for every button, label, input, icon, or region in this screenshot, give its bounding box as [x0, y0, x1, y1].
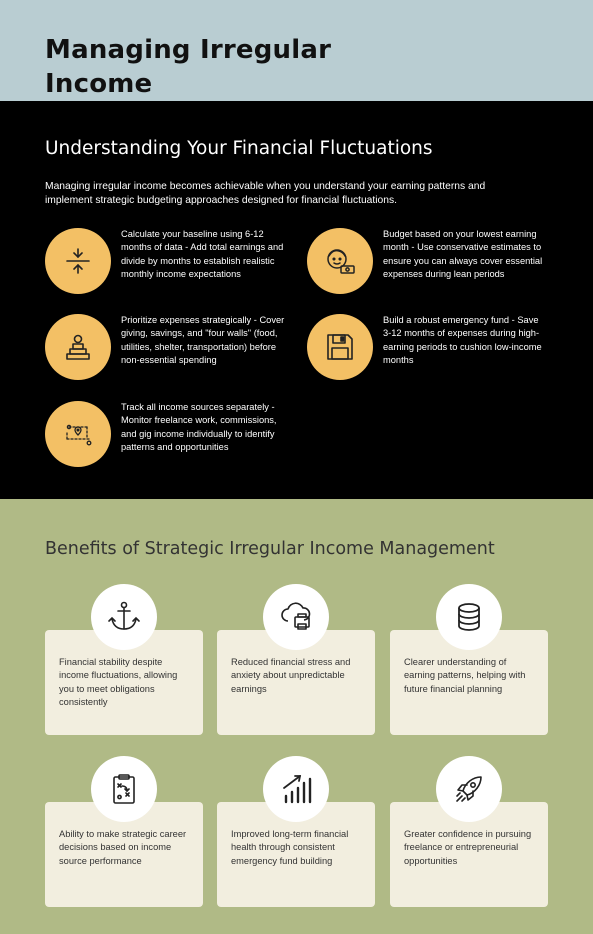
strategy-item-baseline — [45, 228, 285, 298]
strategy-text: Track all income sources separately - Monitor freelance work, commissions, and gig income individually to identify patterns and opportunities — [121, 402, 277, 452]
strategy-item-budget — [307, 228, 547, 298]
strategy-clipboard-icon — [91, 756, 157, 822]
header — [0, 0, 593, 101]
person-money-icon — [307, 228, 373, 294]
benefit-text: Improved long-term financial health through consistent emergency fund building — [231, 829, 349, 866]
priority-stack-icon — [45, 314, 111, 380]
growth-chart-icon — [263, 756, 329, 822]
strategy-text: Build a robust emergency fund - Save 3-12 months of expenses during high-earning periods to cushion low-income months — [383, 315, 542, 365]
arrows-compress-icon — [45, 228, 111, 294]
database-icon — [436, 584, 502, 650]
anchor-icon — [91, 584, 157, 650]
strategy-item-emergency — [307, 314, 547, 384]
rocket-icon — [436, 756, 502, 822]
strategy-text: Budget based on your lowest earning month - Use conservative estimates to ensure you can always cover essential expenses during lean periods — [383, 229, 543, 279]
strategy-item-track — [45, 401, 285, 471]
benefit-text: Clearer understanding of earning patterns, helping with future financial planning — [404, 657, 526, 694]
route-map-icon — [45, 401, 111, 467]
floppy-disk-icon — [307, 314, 373, 380]
benefit-text: Greater confidence in pursuing freelance or entrepreneurial opportunities — [404, 829, 532, 866]
strategy-text: Calculate your baseline using 6-12 months of data - Add total earnings and divide by months to establish realistic monthly income expectations — [121, 229, 284, 279]
benefit-text: Reduced financial stress and anxiety about unpredictable earnings — [231, 657, 351, 694]
strategy-item-prioritize — [45, 314, 285, 384]
benefit-text: Ability to make strategic career decisions based on income source performance — [59, 829, 187, 866]
understanding-intro: Managing irregular income becomes achievable when you understand your earning patterns and implement strategic budgeting approaches designed for financial fluctuations. — [45, 181, 486, 206]
strategy-text: Prioritize expenses strategically - Cover giving, savings, and "four walls" (food, utilities, shelter, transportation) before non-essential spending — [121, 315, 285, 365]
benefits-heading: Benefits of Strategic Irregular Income Management — [45, 539, 495, 559]
understanding-section — [0, 101, 593, 499]
page-title: Managing Irregular Income — [45, 35, 332, 99]
understanding-heading: Understanding Your Financial Fluctuations — [45, 138, 433, 159]
cloud-printer-icon — [263, 584, 329, 650]
benefit-text: Financial stability despite income fluctuations, allowing you to meet obligations consistently — [59, 657, 178, 707]
